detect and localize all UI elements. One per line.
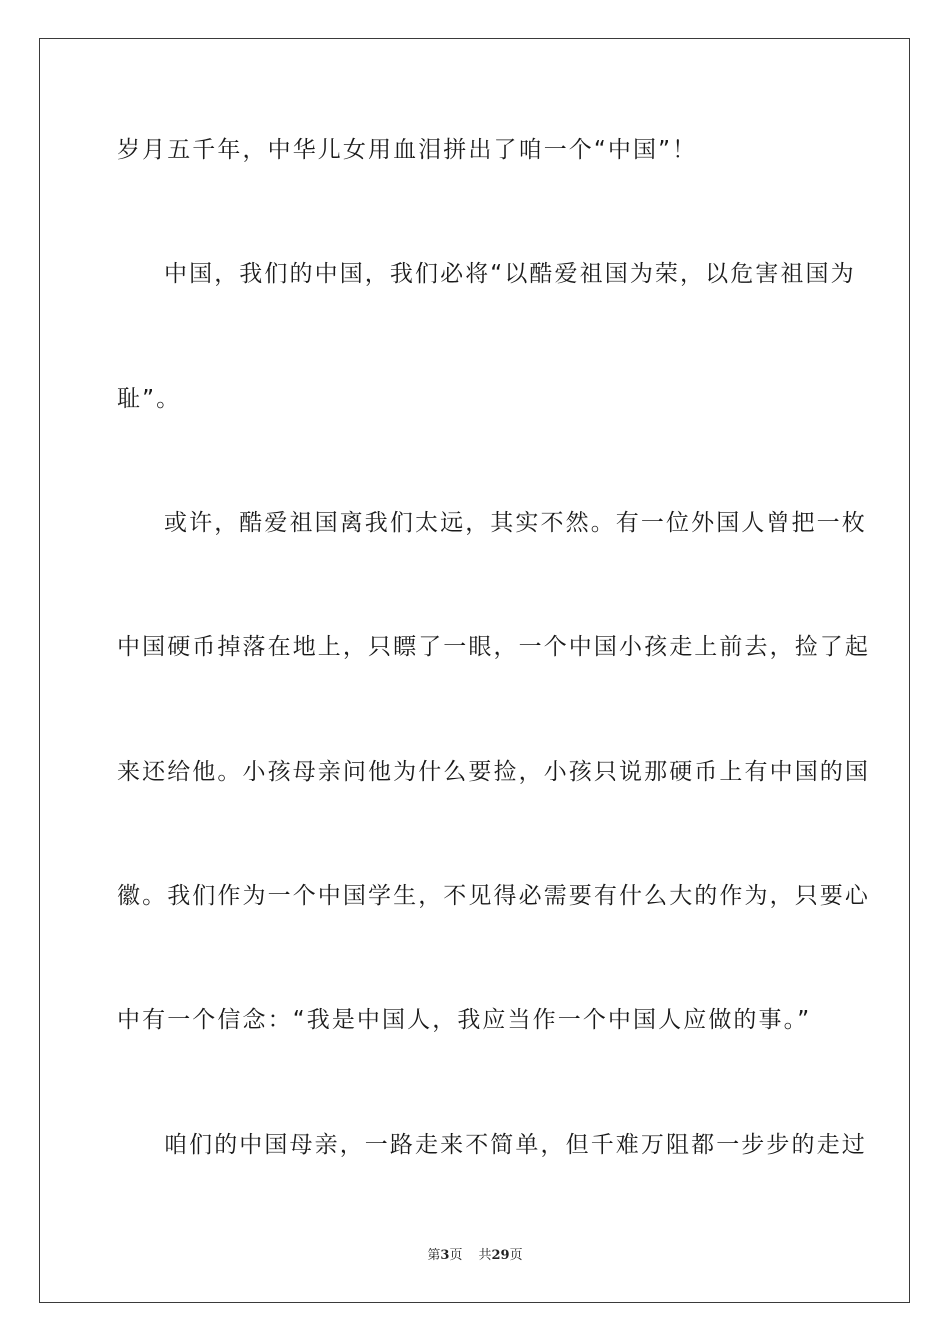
page-prefix: 第: [427, 1248, 441, 1263]
page-footer: [0, 1247, 950, 1265]
body-line-9: 咱们的中国母亲，一路走来不简单，但千难万阻都一步步的走过: [164, 1132, 867, 1158]
body-line-4: 或许，酷爱祖国离我们太远，其实不然。有一位外国人曾把一枚: [164, 510, 867, 536]
total-suffix: 页: [509, 1248, 523, 1263]
body-line-3: 耻”。: [117, 386, 182, 412]
body-line-5: 中国硬币掉落在地上，只瞟了一眼，一个中国小孩走上前去，捡了起: [117, 634, 870, 660]
page-number: 3: [440, 1248, 450, 1263]
total-pages: 29: [491, 1248, 510, 1263]
body-line-8: 中有一个信念：“我是中国人，我应当作一个中国人应做的事。”: [117, 1007, 812, 1033]
page-suffix: 页: [449, 1248, 463, 1263]
total-prefix: 共: [478, 1248, 492, 1263]
body-line-7: 徽。我们作为一个中国学生，不见得必需要有什么大的作为，只要心: [117, 883, 870, 909]
body-line-2: 中国，我们的中国，我们必将“以酷爱祖国为荣，以危害祖国为: [164, 261, 856, 287]
body-line-1: 岁月五千年，中华儿女用血泪拼出了咱一个“中国”！: [117, 137, 698, 163]
page-border: [39, 38, 910, 1303]
body-line-6: 来还给他。小孩母亲问他为什么要捡，小孩只说那硬币上有中国的国: [117, 759, 870, 785]
